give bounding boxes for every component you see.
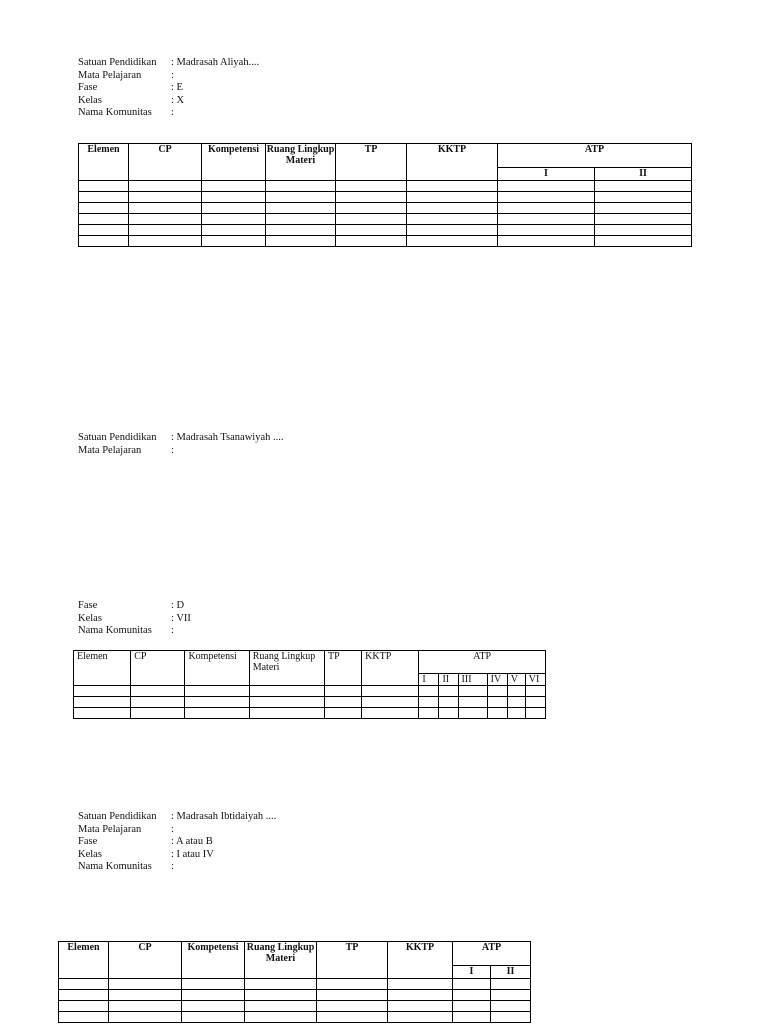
col-header: Kompetensi (182, 942, 245, 979)
table-row (79, 192, 692, 203)
section1-info (78, 57, 259, 120)
header-row (59, 942, 531, 966)
info-label: Kelas (78, 612, 102, 624)
col-header: CP (129, 144, 202, 181)
table-row (59, 990, 531, 1001)
info-row (78, 107, 259, 120)
section2-table (73, 650, 546, 719)
col-header: KKTP (388, 942, 453, 979)
atp-sub-header: II (439, 674, 458, 686)
table-row (79, 181, 692, 192)
info-value: : A atau B (171, 836, 213, 848)
info-label: Nama Komunitas (78, 861, 152, 873)
info-value: : (171, 861, 174, 873)
info-row (78, 861, 276, 874)
table-row (79, 214, 692, 225)
info-label: Satuan Pendidikan (78, 432, 157, 443)
section3-table (58, 941, 531, 1023)
atp-sub-header: I (453, 966, 491, 979)
table-row (79, 236, 692, 247)
info-label: Fase (78, 82, 98, 94)
info-label: Mata Pelajaran (78, 823, 142, 835)
info-label: Mata Pelajaran (78, 444, 142, 456)
info-value: : Madrasah Tsanawiyah .... (171, 432, 284, 443)
col-header-atp: ATP (498, 144, 692, 168)
info-value: : (171, 69, 174, 81)
col-header: KKTP (362, 651, 419, 686)
info-value: : Madrasah Ibtidaiyah .... (171, 811, 277, 822)
col-header: Ruang Lingkup Materi (266, 144, 336, 181)
table-row (59, 1001, 531, 1012)
table-row (79, 203, 692, 214)
info-label: Kelas (78, 94, 102, 106)
header-row (74, 651, 546, 674)
info-row (78, 82, 259, 95)
info-value: : (171, 444, 174, 456)
info-row (78, 70, 259, 83)
info-value: : VII (171, 612, 191, 624)
info-row (78, 445, 284, 458)
table-row (79, 225, 692, 236)
info-value: : X (171, 94, 185, 106)
col-header: Kompetensi (185, 651, 249, 686)
table-row (74, 686, 546, 697)
col-header-atp: ATP (419, 651, 546, 674)
info-value: : D (171, 600, 185, 611)
info-value: : (171, 625, 174, 637)
col-header: CP (109, 942, 182, 979)
info-row (78, 613, 191, 626)
col-header: Ruang Lingkup Materi (245, 942, 317, 979)
info-value: : E (171, 82, 183, 94)
info-row (78, 811, 276, 824)
col-header: Elemen (74, 651, 131, 686)
info-row (78, 836, 276, 849)
info-label: Fase (78, 836, 98, 848)
info-value: : Madrasah Aliyah.... (171, 57, 260, 68)
col-header: Elemen (59, 942, 109, 979)
info-label: Kelas (78, 848, 102, 860)
col-header: CP (131, 651, 185, 686)
section1-table (78, 143, 692, 247)
table-row (74, 697, 546, 708)
atp-sub-header: I (498, 168, 595, 181)
info-row (78, 849, 276, 862)
col-header: KKTP (407, 144, 498, 181)
atp-sub-header: IV (487, 674, 507, 686)
section3-info (78, 811, 276, 874)
info-label: Fase (78, 600, 98, 611)
col-header: Kompetensi (202, 144, 266, 181)
col-header: TP (336, 144, 407, 181)
section2-info-top (78, 432, 284, 457)
info-row (78, 625, 191, 638)
info-label: Nama Komunitas (78, 625, 152, 637)
info-row (78, 95, 259, 108)
info-value: : (171, 823, 174, 835)
atp-sub-header: III (458, 674, 487, 686)
info-value: : I atau IV (171, 848, 214, 860)
info-label: Satuan Pendidikan (78, 811, 157, 822)
header-row (79, 144, 692, 168)
info-label: Nama Komunitas (78, 107, 152, 119)
col-header: TP (325, 651, 362, 686)
col-header: TP (317, 942, 388, 979)
col-header-atp: ATP (453, 942, 531, 966)
section2-info-bottom (78, 600, 191, 638)
col-header: Ruang Lingkup Materi (249, 651, 324, 686)
info-row (78, 600, 191, 613)
atp-sub-header: VI (525, 674, 545, 686)
info-value: : (171, 107, 174, 119)
info-label: Mata Pelajaran (78, 69, 142, 81)
info-row (78, 432, 284, 445)
table-row (74, 708, 546, 719)
table-row (59, 1012, 531, 1023)
info-label: Satuan Pendidikan (78, 57, 157, 68)
atp-sub-header: II (595, 168, 692, 181)
info-row (78, 824, 276, 837)
table-row (59, 979, 531, 990)
atp-sub-header: V (507, 674, 525, 686)
atp-sub-header: I (419, 674, 439, 686)
atp-sub-header: II (491, 966, 531, 979)
col-header: Elemen (79, 144, 129, 181)
info-row (78, 57, 259, 70)
